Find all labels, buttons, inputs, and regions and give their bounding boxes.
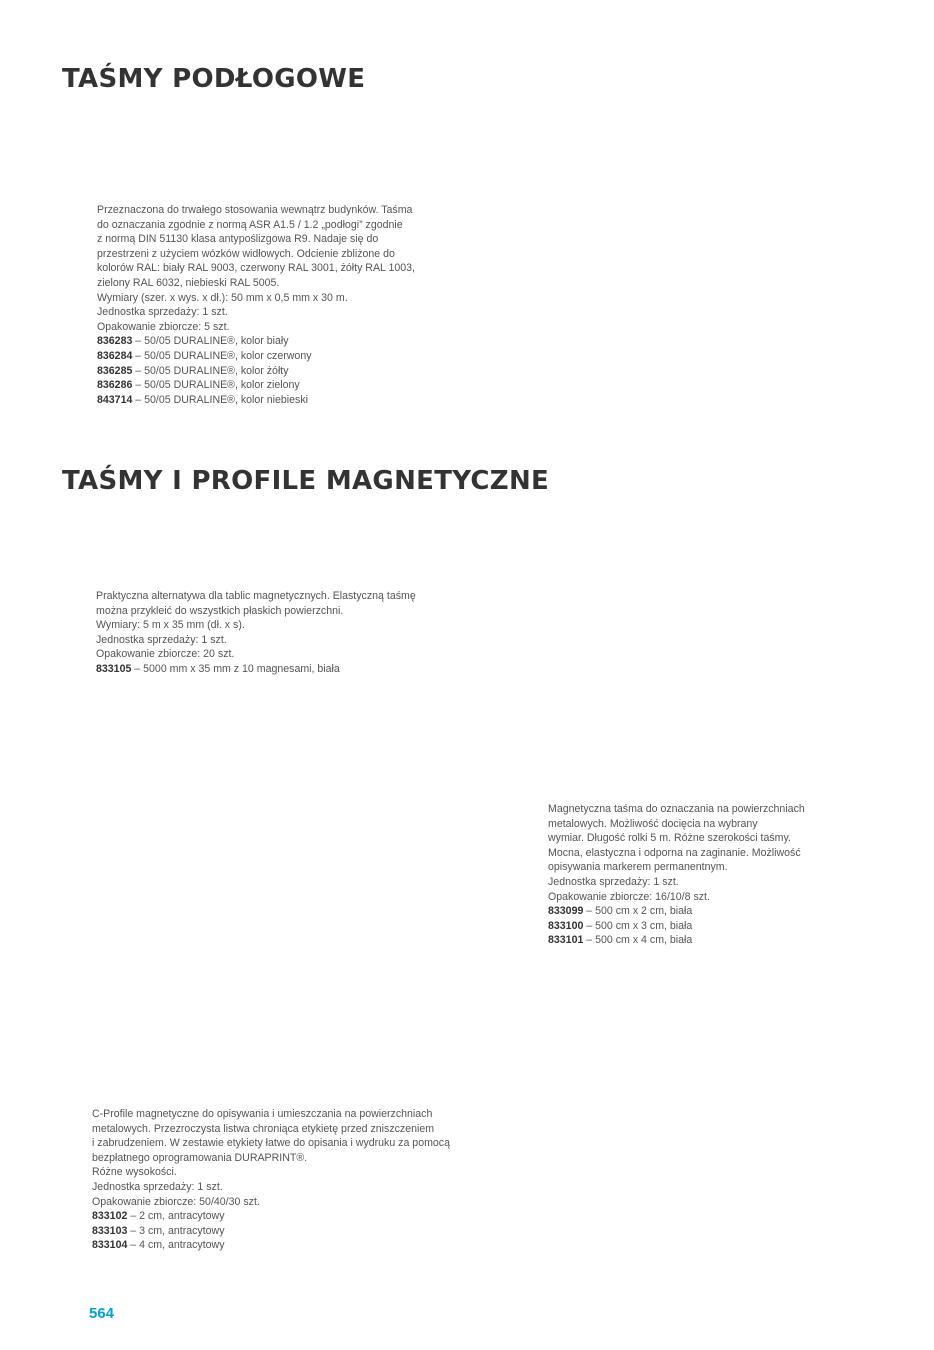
description-line: Opakowanie zbiorcze: 50/40/30 szt. <box>92 1195 260 1208</box>
product-description: – 5000 mm x 35 mm z 10 magnesami, biała <box>131 662 340 675</box>
product-code: 833105 <box>96 662 132 675</box>
description-line: Magnetyczna taśma do oznaczania na powierzchniach <box>548 803 805 815</box>
description-line: do oznaczania zgodnie z normą ASR A1.5 / 1.2 „podłogi” zgodnie <box>97 218 403 231</box>
description-line: metalowych. Przezroczysta listwa chroniąca etykietę przed zniszczeniem <box>92 1122 435 1135</box>
description-line: Jednostka sprzedaży: 1 szt. <box>97 306 228 319</box>
description-line: wymiar. Długość rolki 5 m. Różne szerokości taśmy. <box>548 832 791 845</box>
description-line: kolorów RAL: biały RAL 9003, czerwony RAL 3001, żółty RAL 1003, <box>97 262 415 275</box>
product-description: – 50/05 DURALINE®, kolor zielony <box>132 379 300 392</box>
description-line: Opakowanie zbiorcze: 20 szt. <box>96 648 235 661</box>
product-code: 833103 <box>92 1224 128 1237</box>
description-line: Różne wysokości. <box>92 1166 177 1179</box>
product-item <box>96 662 416 677</box>
section-title-floor-tapes: TAŚMY PODŁOGOWE <box>62 64 366 94</box>
product-description: – 500 cm x 2 cm, biała <box>583 905 693 918</box>
description-line: Jednostka sprzedaży: 1 szt. <box>96 633 227 646</box>
section-title-magnetic-tapes: TAŚMY I PROFILE MAGNETYCZNE <box>62 466 550 496</box>
product-description: – 4 cm, antracytowy <box>127 1239 225 1252</box>
description-line: opisywania markerem permanentnym. <box>548 861 728 874</box>
product-item <box>97 378 415 393</box>
product-item <box>97 364 415 379</box>
description-line: przestrzeni z użyciem wózków widłowych. Odcienie zbliżone do <box>97 247 395 260</box>
description-line: można przykleić do wszystkich płaskich powierzchni. <box>96 604 344 617</box>
product-item <box>92 1209 450 1224</box>
magnetic-marking-tape-description <box>548 802 805 948</box>
description-line: Przeznaczona do trwałego stosowania wewnątrz budynków. Taśma <box>97 204 413 216</box>
product-description: – 50/05 DURALINE®, kolor biały <box>132 335 289 348</box>
page-number: 564 <box>89 1305 115 1322</box>
description-line: Jednostka sprzedaży: 1 szt. <box>548 875 679 888</box>
description-line: zielony RAL 6032, niebieski RAL 5005. <box>97 276 280 289</box>
magnetic-tape-description <box>96 589 416 677</box>
product-code: 833099 <box>548 905 584 918</box>
product-code: 833100 <box>548 919 584 932</box>
description-line: metalowych. Możliwość docięcia na wybrany <box>548 817 758 830</box>
product-description: – 50/05 DURALINE®, kolor czerwony <box>132 349 312 362</box>
product-description: – 500 cm x 3 cm, biała <box>583 919 693 932</box>
product-item <box>97 334 415 349</box>
product-item <box>548 933 805 948</box>
description-line: Opakowanie zbiorcze: 5 szt. <box>97 320 230 333</box>
description-line: Opakowanie zbiorcze: 16/10/8 szt. <box>548 890 710 903</box>
product-code: 836286 <box>97 379 133 392</box>
product-code: 833102 <box>92 1210 128 1223</box>
product-item <box>92 1238 450 1253</box>
product-code: 836283 <box>97 335 133 348</box>
description-line: z normą DIN 51130 klasa antypoślizgowa R9. Nadaje się do <box>97 233 379 246</box>
description-line: C-Profile magnetyczne do opisywania i umieszczania na powierzchniach <box>92 1108 433 1120</box>
product-item <box>548 919 805 934</box>
product-item <box>97 349 415 364</box>
product-code: 833101 <box>548 934 584 947</box>
c-profile-description <box>92 1107 450 1253</box>
product-code: 836284 <box>97 349 133 362</box>
product-description: – 2 cm, antracytowy <box>127 1210 225 1223</box>
product-description: – 50/05 DURALINE®, kolor żółty <box>132 364 289 377</box>
description-line: Mocna, elastyczna i odporna na zaginanie. Możliwość <box>548 846 801 859</box>
product-code: 843714 <box>97 393 133 406</box>
description-line: Jednostka sprzedaży: 1 szt. <box>92 1180 223 1193</box>
floor-tape-description <box>97 203 415 407</box>
product-item <box>92 1224 450 1239</box>
product-description: – 500 cm x 4 cm, biała <box>583 934 693 947</box>
product-description: – 3 cm, antracytowy <box>127 1224 225 1237</box>
product-code: 833104 <box>92 1239 128 1252</box>
description-line: i zabrudzeniem. W zestawie etykiety łatwe do opisania i wydruku za pomocą <box>92 1137 450 1150</box>
product-item <box>548 904 805 919</box>
product-description: – 50/05 DURALINE®, kolor niebieski <box>132 393 308 406</box>
description-line: Wymiary (szer. x wys. x dł.): 50 mm x 0,5 mm x 30 m. <box>97 291 348 304</box>
product-item <box>97 393 415 408</box>
product-code: 836285 <box>97 364 133 377</box>
description-line: Praktyczna alternatywa dla tablic magnetycznych. Elastyczną taśmę <box>96 590 416 602</box>
description-line: bezpłatnego oprogramowania DURAPRINT®. <box>92 1151 308 1164</box>
description-line: Wymiary: 5 m x 35 mm (dł. x s). <box>96 619 245 632</box>
